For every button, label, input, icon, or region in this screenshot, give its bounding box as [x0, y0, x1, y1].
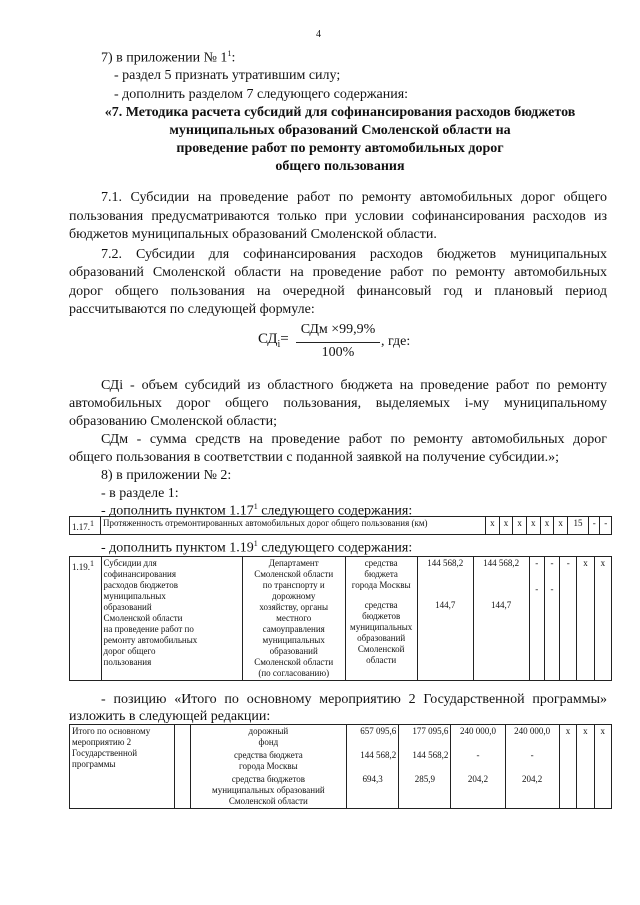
source-municipal: средства бюджетов муниципальных образований Смоленской области [345, 599, 417, 681]
cell: 694,3 [347, 773, 399, 809]
table-row [70, 725, 612, 750]
row-number: 1.19.$^1$ [70, 557, 102, 681]
year1-municipal: 144,7 [473, 599, 529, 681]
def2-line1: СДм - сумма средств на проведение работ по ремонту автомобильных дорог [101, 432, 607, 447]
cell: - [588, 517, 600, 535]
total-moscow: 144 568,2 [417, 557, 473, 599]
cell: х [526, 517, 540, 535]
item8-line2: - в разделе 1: [101, 486, 179, 501]
cell: 285,9 [399, 773, 451, 809]
p71-line2: пользования предусматриваются только при условии софинансирования расходов из [69, 209, 607, 224]
cell: х [559, 725, 576, 809]
add119-line: - дополнить пунктом 1.19$^1$ следующего содержания: [101, 539, 413, 556]
formula-lhs: $СД_i=$ [258, 331, 289, 350]
page-number: 4 [316, 29, 321, 40]
item7-heading: 7) в приложении № $1^1$: [101, 49, 236, 66]
cell: - - [544, 557, 559, 681]
cell: 240 000,0 [451, 725, 505, 750]
itogo-name: Итого по основному мероприятию 2 Государственной программы [70, 725, 175, 809]
cell: - [505, 749, 559, 773]
item7-bullet2: - дополнить разделом 7 следующего содержания: [114, 87, 409, 102]
table-row [70, 517, 612, 535]
def1-line1: СДi - объем субсидий из областного бюджета на проведение работ по ремонту [101, 378, 607, 393]
indicator-name: Протяженность отремонтированных автомобильных дорог общего пользования (км) [101, 517, 486, 535]
def2-line2: общего пользования в соответствии с поданной заявкой на получение субсидии.»; [69, 450, 560, 465]
table-row [70, 557, 612, 599]
p72-line4: рассчитываются по следующей формуле: [69, 302, 315, 317]
item8-line3: - дополнить пунктом 1.17$^1$ следующего содержания: [101, 502, 413, 519]
p72-line3: дорог общего пользования на очередной финансовый год и плановый период [69, 284, 607, 299]
item8-line1: 8) в приложении № 2: [101, 468, 232, 483]
cell: 240 000,0 [505, 725, 559, 750]
cell: 144 568,2 [399, 749, 451, 773]
cell: х [594, 725, 611, 809]
cell: х [577, 725, 594, 809]
cell: 657 095,6 [347, 725, 399, 750]
cell: х [513, 517, 527, 535]
section-title-line4: общего пользования [275, 159, 405, 174]
cell: х [486, 517, 500, 535]
cell: х [554, 517, 568, 535]
formula-numerator: СДм ×99,9% [300, 322, 376, 337]
measure-name: Субсидии для софинансирования расходов бюджетов муниципальных образований Смоленской области на проведение работ по ремонту автомобильных дорог общего пользования [101, 557, 242, 681]
formula-fraction-bar [296, 342, 380, 343]
section-title-line1: «7. Методика расчета субсидий для софинансирования расходов бюджетов [104, 105, 576, 120]
cell: - - [529, 557, 544, 681]
formula-tail: , где: [381, 334, 411, 349]
total-municipal: 144,7 [417, 599, 473, 681]
itogo-intro-line1: - позицию «Итого по основному мероприятию 2 Государственной программы» [101, 692, 607, 707]
executor: Департамент Смоленской области по транспорту и дорожному хозяйству, органы местного самоуправления муниципальных образований Смоленской области (по согласованию) [242, 557, 345, 681]
cell: 204,2 [451, 773, 505, 809]
cell: 177 095,6 [399, 725, 451, 750]
def1-line3: образованию Смоленской области; [69, 414, 278, 429]
cell: - [600, 517, 612, 535]
cell: - [451, 749, 505, 773]
source-municipal: средства бюджетов муниципальных образований Смоленской области [190, 773, 346, 809]
cell: - [560, 557, 577, 681]
itogo-intro-line2: изложить в следующей редакции: [69, 709, 271, 724]
def1-line2: автомобильных дорог общего пользования, выделяемых i-му муниципальному [69, 396, 607, 411]
empty-cell [175, 725, 190, 809]
cell: 204,2 [505, 773, 559, 809]
p71-line3: бюджетов муниципальных образований Смоленской области. [69, 227, 437, 242]
table-1-17 [69, 516, 612, 535]
source-road-fund: дорожный фонд [190, 725, 346, 750]
table-itogo [69, 724, 612, 809]
p72-line1: 7.2. Субсидии для софинансирования расходов бюджетов муниципальных [101, 247, 607, 262]
cell: х [594, 557, 611, 681]
section-title-line3: проведение работ по ремонту автомобильных дорог [176, 141, 504, 156]
source-moscow: средства бюджета города Москвы [345, 557, 417, 599]
year1-moscow: 144 568,2 [473, 557, 529, 599]
p72-line2: образований Смоленской области на проведение работ по ремонту автомобильных [69, 265, 607, 280]
table-1-19 [69, 556, 612, 681]
p71-line1: 7.1. Субсидии на проведение работ по ремонту автомобильных дорог общего [101, 190, 607, 205]
formula-denominator: 100% [321, 345, 355, 360]
source-moscow: средства бюджета города Москвы [190, 749, 346, 773]
row-number: 1.17.$^1$ [70, 517, 101, 535]
cell: х [540, 517, 554, 535]
item7-bullet1: - раздел 5 признать утратившим силу; [114, 68, 341, 83]
cell: 144 568,2 [347, 749, 399, 773]
cell: х [499, 517, 513, 535]
cell: 15 [567, 517, 588, 535]
cell: х [577, 557, 594, 681]
section-title-line2: муниципальных образований Смоленской области на [169, 123, 511, 138]
